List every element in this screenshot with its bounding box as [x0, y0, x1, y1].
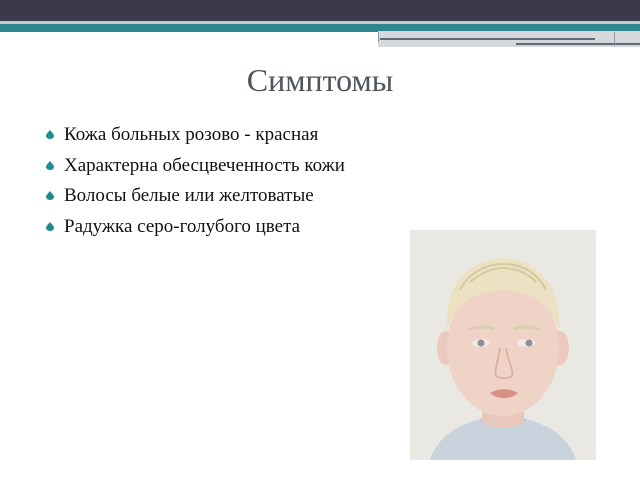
accent-line	[516, 43, 640, 45]
bullet-item	[46, 181, 345, 212]
bullet-list	[46, 120, 345, 242]
bullet-text: Радужка серо-голубого цвета	[64, 215, 301, 237]
accent-line	[380, 38, 595, 40]
teardrop-bullet-icon	[46, 130, 54, 138]
bullet-item	[46, 120, 345, 151]
teardrop-bullet-icon	[46, 161, 54, 169]
bullet-text: Кожа больных розово - красная	[64, 124, 319, 145]
teardrop-bullet-icon	[46, 222, 54, 230]
teardrop-bullet-icon	[46, 191, 54, 199]
bullet-text: Характерна обесцвеченность кожи	[64, 154, 345, 176]
accent-tick	[614, 32, 615, 46]
top-dark-band	[0, 0, 640, 21]
accent-tick	[378, 32, 379, 42]
slide-title: Симптомы	[246, 62, 394, 98]
portrait-photo	[410, 230, 596, 460]
bullet-text: Волосы белые или желтоватые	[64, 185, 314, 206]
bullet-item	[46, 151, 345, 182]
bullet-item	[46, 212, 345, 243]
